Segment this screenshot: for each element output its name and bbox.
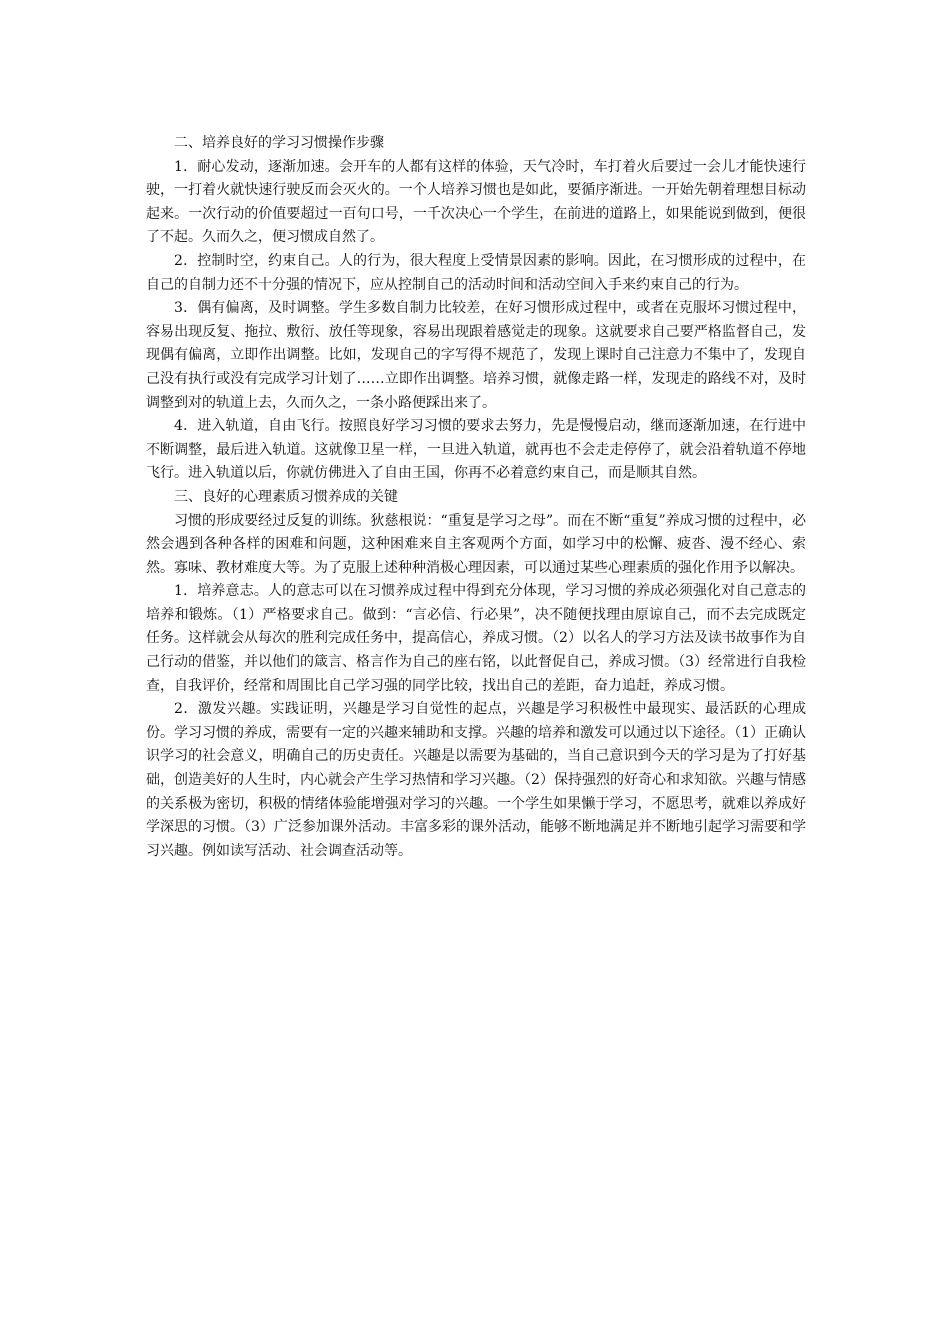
paragraph-willpower: 1．培养意志。人的意志可以在习惯养成过程中得到充分体现，学习习惯的养成必须强化对自己意志的培养和锻炼。（1）严格要求自己。做到：“言必信、行必果”，决不随便找理由原谅自己，而不去完成既定任务。这样就会从每次的胜利完成任务中，提高信心，养成习惯。（2）以名人的学习方法及读书故事作为自己行动的借鉴，并以他们的箴言、格言作为自己的座右铭，以此督促自己，养成习惯。（3）经常进行自我检查，自我评价，经常和周围比自己学习强的同学比较，找出自己的差距，奋力追赶，养成习惯。 [146, 583, 806, 694]
paragraph-interest: 2．激发兴趣。实践证明，兴趣是学习自觉性的起点，兴趣是学习积极性中最现实、最活跃的心理成份。学习习惯的养成，需要有一定的兴趣来辅助和支撑。兴趣的培养和激发可以通过以下途径。（1）正确认识学习的社会意义，明确自己的历史责任。兴趣是以需要为基础的，当自己意识到今天的学习是为了打好基础，创造美好的人生时，内心就会产生学习热情和学习兴趣。（2）保持强烈的好奇心和求知欲。兴趣与情感的关系极为密切，积极的情绪体验能增强对学习的兴趣。一个学生如果懒于学习，不愿思考，就难以养成好学深思的习惯。（3）广泛参加课外活动。丰富多彩的课外活动，能够不断地满足并不断地引起学习需要和学习兴趣。例如读写活动、社会调查活动等。 [146, 701, 806, 859]
paragraph-step-3: 3．偶有偏离，及时调整。学生多数自制力比较差，在好习惯形成过程中，或者在克服坏习惯过程中，容易出现反复、拖拉、敷衍、放任等现象，容易出现跟着感觉走的现象。这就要求自己要严格监督自己，发现偶有偏离，立即作出调整。比如，发现自己的字写得不规范了，发现上课时自己注意力不集中了，发现自己没有执行或没有完成学习计划了……立即作出调整。培养习惯，就像走路一样，发现走的路线不对，及时调整到对的轨道上去，久而久之，一条小路便踩出来了。 [146, 300, 806, 411]
document-body [146, 132, 806, 863]
section-heading-3: 三、良好的心理素质习惯养成的关键 [174, 488, 398, 505]
paragraph-step-1: 1．耐心发动，逐渐加速。会开车的人都有这样的体验，天气冷时，车打着火后要过一会儿才能快速行驶，一打着火就快速行驶反而会灭火的。一个人培养习惯也是如此，要循序渐进。一开始先朝着理想目标动起来。一次行动的价值要超过一百句口号，一千次决心一个学生，在前进的道路上，如果能说到做到，便很了不起。久而久之，便习惯成自然了。 [146, 158, 806, 246]
paragraph-intro: 习惯的形成要经过反复的训练。狄慈根说：“重复是学习之母”。而在不断“重复”养成习惯的过程中，必然会遇到各种各样的困难和问题，这种困难来自主客观两个方面，如学习中的松懈、疲沓、漫不经心、索然。寡味、教材难度大等。为了克服上述种种消极心理因素，可以通过某些心理素质的强化作用予以解决。 [146, 512, 806, 576]
paragraph-step-4: 4．进入轨道，自由飞行。按照良好学习习惯的要求去努力，先是慢慢启动，继而逐渐加速，在行进中不断调整，最后进入轨道。这就像卫星一样，一旦进入轨道，就再也不会走走停停了，就会沿着轨道不停地飞行。进入轨道以后，你就仿佛进入了自由王国，你再不必着意约束自己，而是顺其自然。 [146, 418, 806, 482]
paragraph-step-2: 2．控制时空，约束自己。人的行为，很大程度上受情景因素的影响。因此，在习惯形成的过程中，在自己的自制力还不十分强的情况下，应从控制自己的活动时间和活动空间入手来约束自己的行为。 [146, 252, 806, 293]
section-heading-2: 二、培养良好的学习习惯操作步骤 [174, 135, 384, 151]
